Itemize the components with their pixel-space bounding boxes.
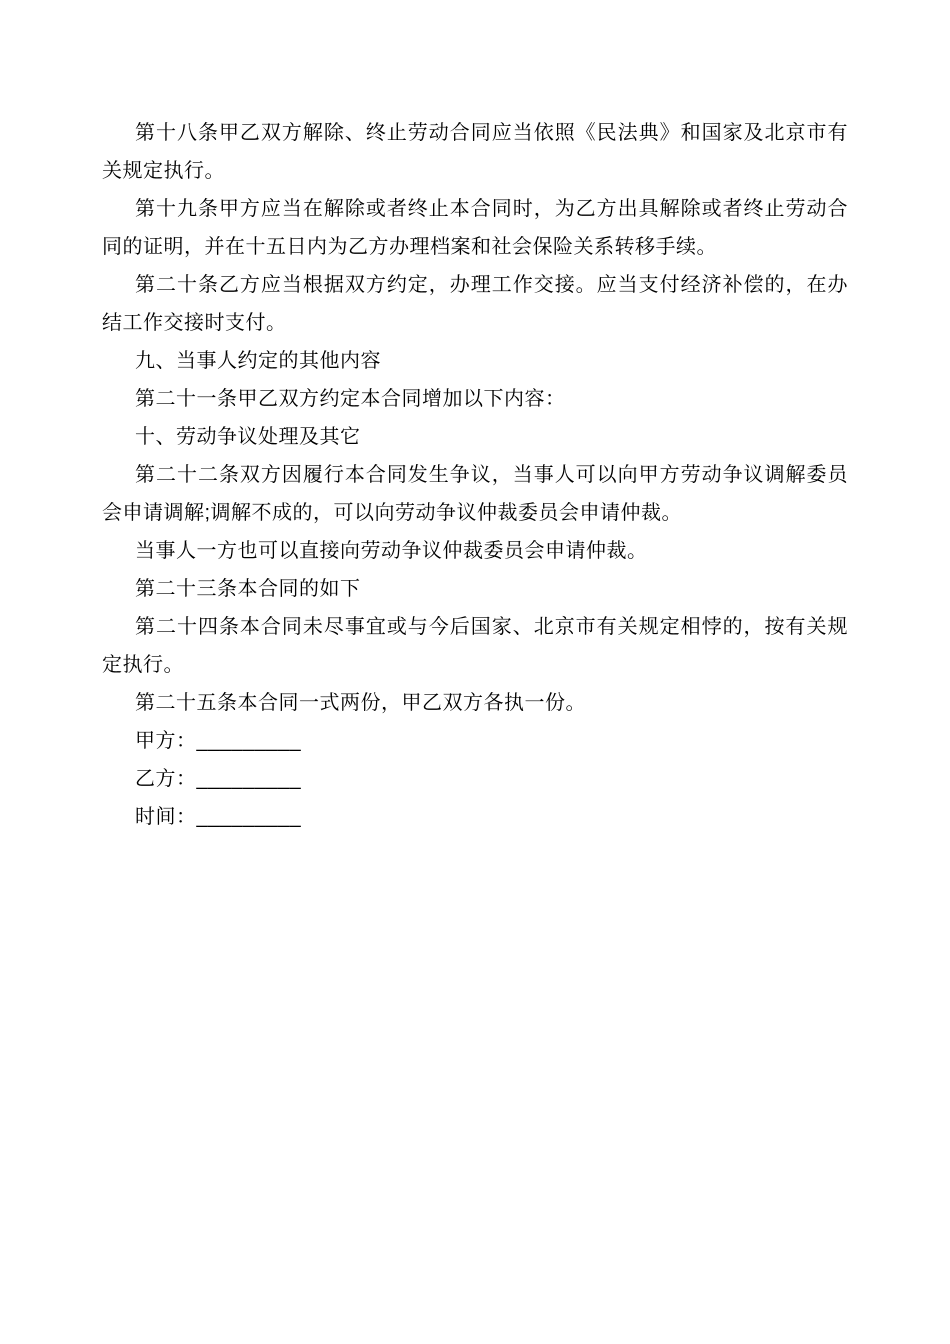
- party-a-signature-line: 甲方：_________: [135, 730, 302, 752]
- clause-19: 第十九条甲方应当在解除或者终止本合同时，为乙方出具解除或者终止劳动合同的证明，并在十五日内为乙方办理档案和社会保险关系转移手续。: [102, 198, 848, 258]
- clause-22: 第二十二条双方因履行本合同发生争议，当事人可以向甲方劳动争议调解委员会申请调解;调解不成的，可以向劳动争议仲裁委员会申请仲裁。: [102, 464, 848, 524]
- clause-21: 第二十一条甲乙双方约定本合同增加以下内容：: [135, 388, 566, 410]
- party-b-signature-line: 乙方：_________: [135, 768, 302, 790]
- clause-24: 第二十四条本合同未尽事宜或与今后国家、北京市有关规定相悖的，按有关规定执行。: [102, 616, 848, 676]
- clause-23: 第二十三条本合同的如下: [135, 578, 361, 600]
- clause-22-continued: 当事人一方也可以直接向劳动争议仲裁委员会申请仲裁。: [135, 540, 648, 562]
- clause-18: 第十八条甲乙双方解除、终止劳动合同应当依照《民法典》和国家及北京市有关规定执行。: [102, 122, 848, 182]
- date-signature-line: 时间：_________: [135, 806, 302, 828]
- section-9-heading: 九、当事人约定的其他内容: [135, 350, 381, 372]
- clause-25: 第二十五条本合同一式两份，甲乙双方各执一份。: [135, 692, 586, 714]
- section-10-heading: 十、劳动争议处理及其它: [135, 426, 361, 448]
- clause-20: 第二十条乙方应当根据双方约定，办理工作交接。应当支付经济补偿的，在办结工作交接时支付。: [102, 274, 848, 334]
